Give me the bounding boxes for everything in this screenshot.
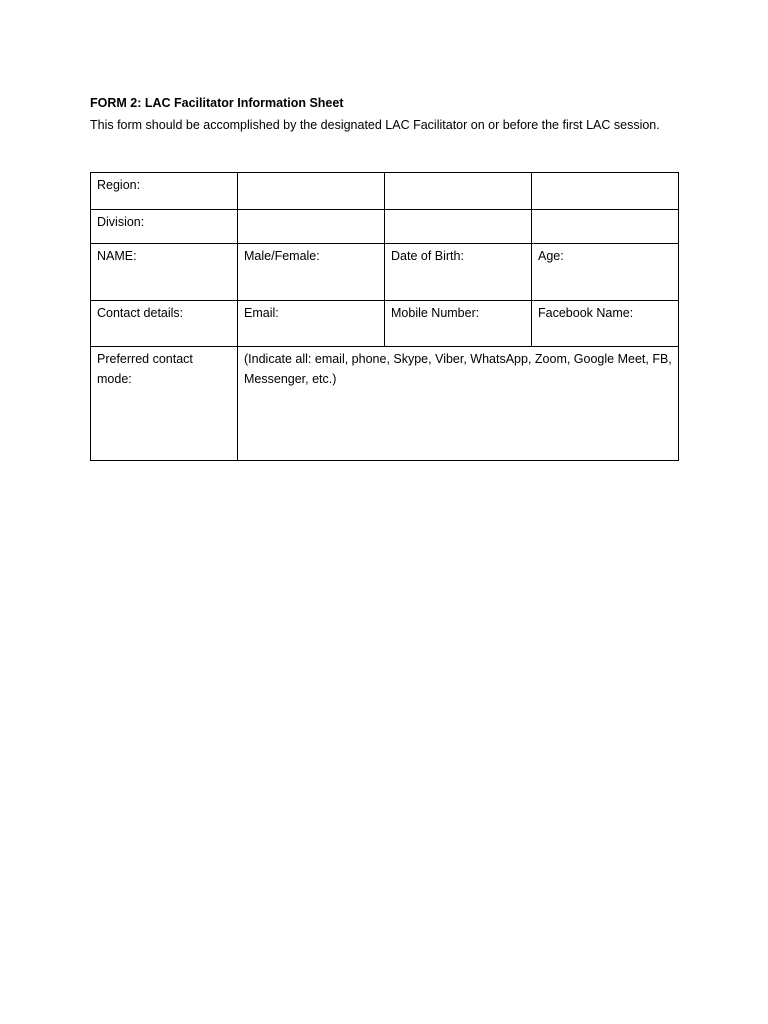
- division-value-cell[interactable]: [238, 210, 385, 244]
- table-row-preferred-contact: [91, 347, 679, 461]
- email-label: Email:: [238, 301, 385, 347]
- dob-label: Date of Birth:: [385, 244, 532, 301]
- name-label: NAME:: [91, 244, 238, 301]
- facilitator-info-table: [90, 172, 679, 461]
- facebook-label: Facebook Name:: [532, 301, 679, 347]
- division-label: Division:: [91, 210, 238, 244]
- region-value-cell[interactable]: [238, 173, 385, 210]
- preferred-contact-label: Preferred contact mode:: [91, 347, 238, 461]
- table-row-name: [91, 244, 679, 301]
- table-row-region: [91, 173, 679, 210]
- age-label: Age:: [532, 244, 679, 301]
- region-label: Region:: [91, 173, 238, 210]
- form-instructions: This form should be accomplished by the designated LAC Facilitator on or before the first LAC session.: [90, 118, 660, 132]
- region-extra-cell[interactable]: [385, 173, 532, 210]
- mobile-label: Mobile Number:: [385, 301, 532, 347]
- form-title: FORM 2: LAC Facilitator Information Sheet: [90, 96, 344, 110]
- region-extra-cell-2[interactable]: [532, 173, 679, 210]
- division-extra-cell[interactable]: [385, 210, 532, 244]
- sex-label: Male/Female:: [238, 244, 385, 301]
- division-extra-cell-2[interactable]: [532, 210, 679, 244]
- table-row-contact: [91, 301, 679, 347]
- table-row-division: [91, 210, 679, 244]
- preferred-contact-hint: (Indicate all: email, phone, Skype, Viber, WhatsApp, Zoom, Google Meet, FB, Messenger, etc.): [238, 347, 679, 461]
- contact-label: Contact details:: [91, 301, 238, 347]
